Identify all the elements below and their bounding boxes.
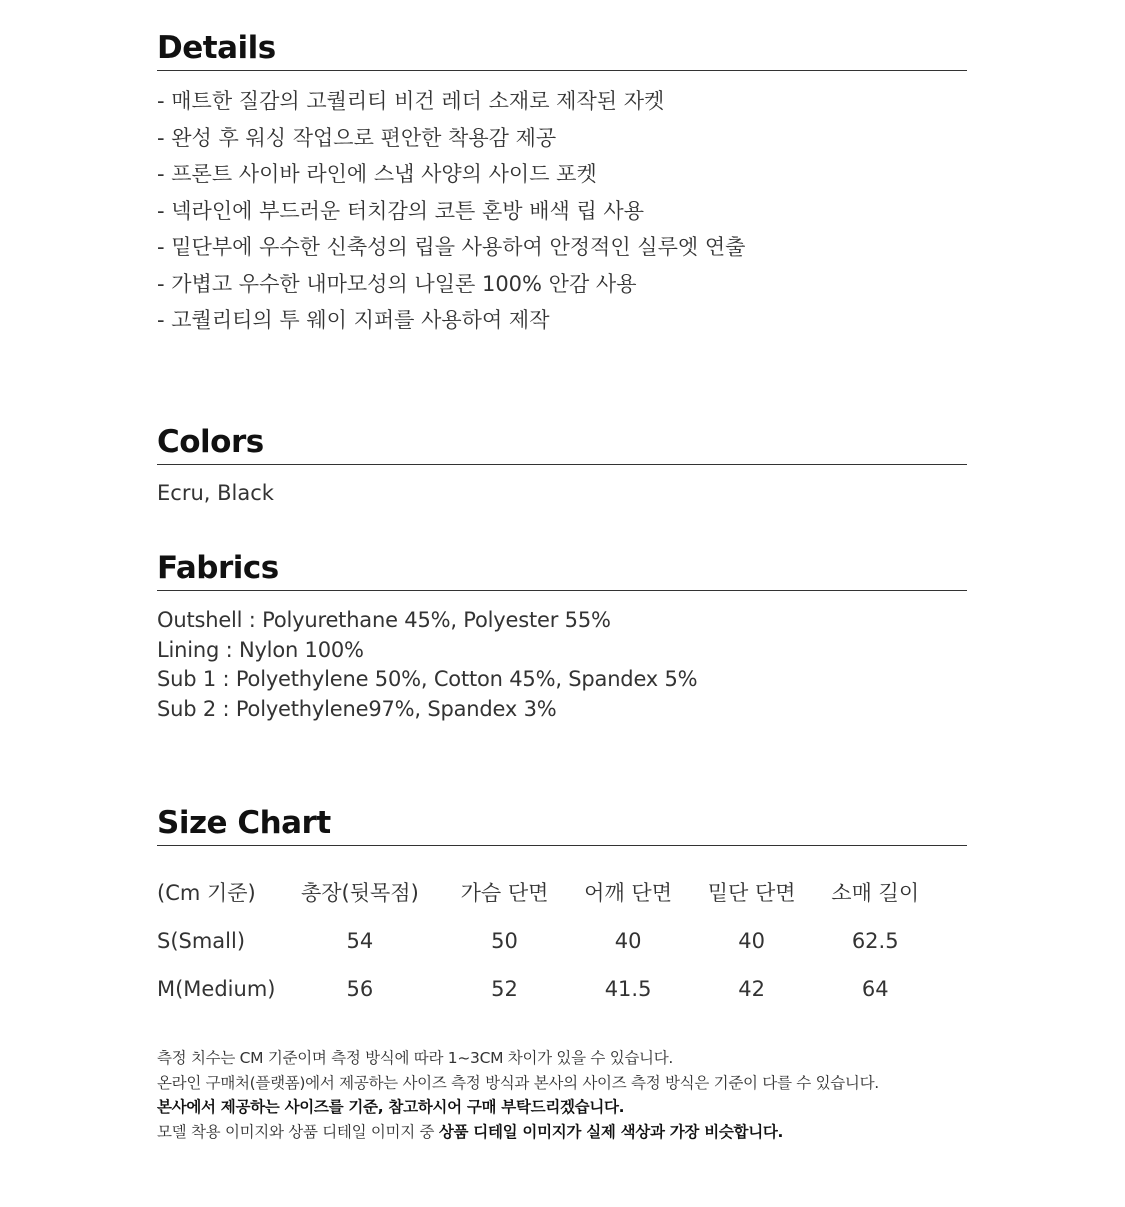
size-header-cell: 총장(뒷목점) — [300, 881, 419, 906]
fabric-line: Lining : Nylon 100% — [157, 637, 364, 662]
size-value-cell: 42 — [738, 977, 765, 1002]
size-value-cell: 54 — [346, 928, 374, 953]
note-bold-text: 상품 디테일 이미지가 실제 색상과 가장 비슷합니다. — [438, 1122, 784, 1141]
details-item: - 밑단부에 우수한 신축성의 립을 사용하여 안정적인 실루엣 연출 — [157, 235, 746, 259]
size-value-cell: 56 — [346, 977, 374, 1002]
size-header-cell: 밑단 단면 — [707, 881, 796, 906]
size-label-cell: M(Medium) — [157, 977, 276, 1002]
details-item: - 가볍고 우수한 내마모성의 나일론 100% 안감 사용 — [157, 271, 637, 296]
fabric-line: Sub 1 : Polyethylene 50%, Cotton 45%, Spandex 5% — [157, 667, 698, 691]
details-list — [157, 83, 967, 339]
details-item: - 매트한 질감의 고퀄리티 비건 레더 소재로 제작된 자켓 — [157, 89, 665, 113]
note-line — [157, 1120, 1057, 1145]
note-text: 모델 착용 이미지와 상품 디테일 이미지 중 — [157, 1122, 439, 1141]
colors-section — [157, 424, 967, 505]
note-line: 온라인 구매처(플랫폼)에서 제공하는 사이즈 측정 방식과 본사의 사이즈 측정 방식은 기준이 다를 수 있습니다. — [157, 1073, 879, 1092]
size-header-cell: 소매 길이 — [831, 881, 920, 906]
details-heading: Details — [157, 30, 967, 71]
size-value-cell: 62.5 — [851, 928, 899, 953]
note-line — [157, 1095, 1057, 1120]
details-section — [157, 30, 967, 339]
details-item: - 완성 후 워싱 작업으로 편안한 착용감 제공 — [157, 125, 557, 150]
size-header-cell: 어깨 단면 — [584, 881, 672, 906]
note-bold-text: 본사에서 제공하는 사이즈를 기준, 참고하시어 구매 부탁드리겠습니다. — [157, 1098, 625, 1116]
colors-heading: Colors — [157, 424, 967, 465]
size-value-cell: 40 — [614, 928, 642, 953]
size-header-cell: (Cm 기준) — [157, 881, 256, 906]
details-item: - 고퀄리티의 투 웨이 지퍼를 사용하여 제작 — [157, 308, 550, 332]
table-row — [157, 917, 937, 966]
size-chart-heading: Size Chart — [157, 805, 967, 846]
size-chart-header-row — [157, 868, 937, 917]
size-chart-table — [157, 868, 937, 1014]
size-notes — [157, 1046, 1057, 1144]
size-value-cell: 50 — [491, 928, 518, 953]
size-value-cell: 52 — [491, 977, 518, 1002]
fabrics-section — [157, 550, 967, 724]
fabrics-heading: Fabrics — [157, 550, 967, 591]
table-row — [157, 965, 937, 1014]
size-chart-section — [157, 805, 967, 846]
details-item: - 넥라인에 부드러운 터치감의 코튼 혼방 배색 립 사용 — [157, 198, 644, 223]
details-item: - 프론트 사이바 라인에 스냅 사양의 사이드 포켓 — [157, 162, 597, 186]
size-value-cell: 41.5 — [604, 977, 652, 1002]
size-label-cell: S(Small) — [157, 928, 246, 953]
note-line: 측정 치수는 CM 기준이며 측정 방식에 따라 1~3CM 차이가 있을 수 있습니다. — [157, 1049, 674, 1067]
size-value-cell: 64 — [861, 977, 889, 1002]
fabric-line: Sub 2 : Polyethylene97%, Spandex 3% — [157, 696, 557, 721]
size-value-cell: 40 — [738, 928, 765, 953]
colors-value: Ecru, Black — [157, 481, 274, 505]
fabric-line: Outshell : Polyurethane 45%, Polyester 55% — [157, 608, 611, 632]
size-header-cell: 가슴 단면 — [460, 881, 549, 906]
fabrics-list — [157, 606, 967, 724]
